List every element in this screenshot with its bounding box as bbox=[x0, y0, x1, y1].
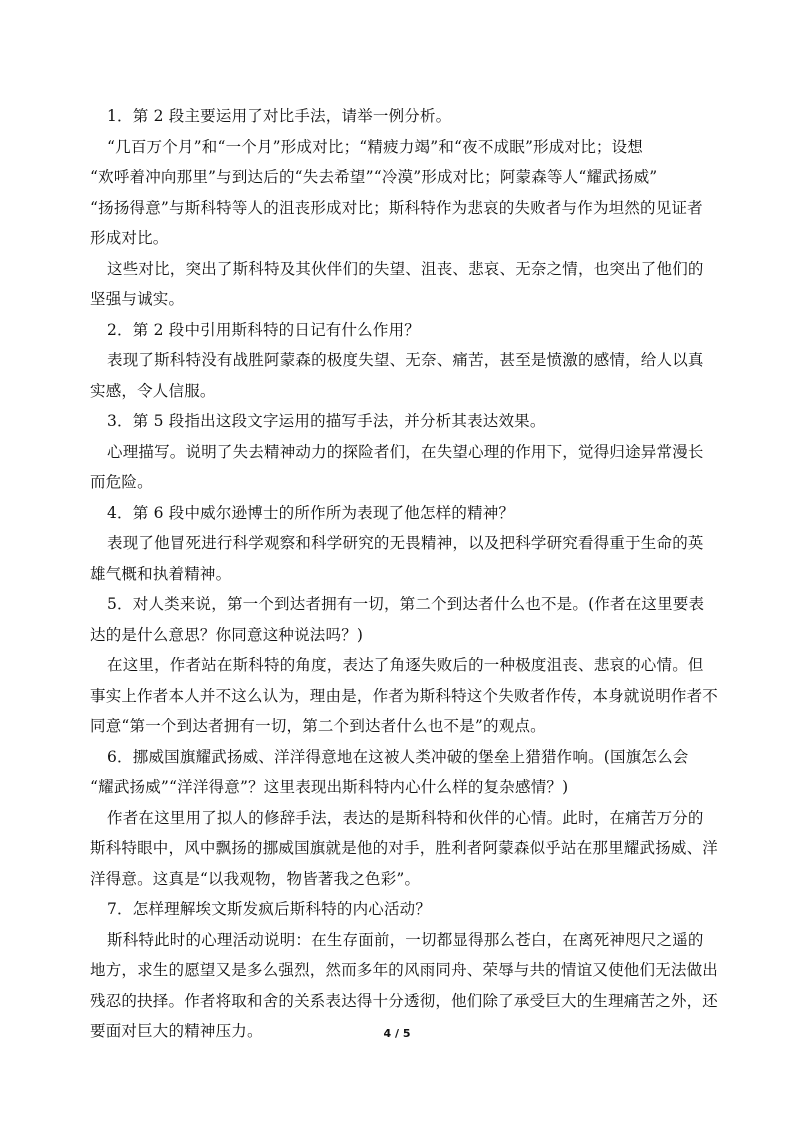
answer-3-line: 心理描写。说明了失去精神动力的探险者们，在失望心理的作用下，觉得归途异常漫长 bbox=[107, 442, 704, 461]
question-6: “耀武扬威”“洋洋得意”？这里表现出斯科特内心什么样的复杂感情？) bbox=[90, 778, 569, 796]
answer-7-line: 地方，求生的愿望又是多么强烈，然而多年的风雨同舟、荣辱与共的情谊又使他们无法做出 bbox=[90, 961, 719, 979]
answer-5-line: 事实上作者本人并不这么认为，理由是，作者为斯科特这个失败者作传，本身就说明作者不 bbox=[90, 686, 719, 705]
page-number: 4 / 5 bbox=[383, 1027, 411, 1040]
answer-6-line: 洋得意。这真是“以我观物，物皆著我之色彩”。 bbox=[90, 869, 421, 888]
question-7: 7．怎样理解埃文斯发疯后斯科特的内心活动？ bbox=[107, 900, 432, 918]
answer-1-line: “扬扬得意”与斯科特等人的沮丧形成对比；斯科特作为悲哀的失败者与作为坦然的见证者 bbox=[90, 198, 703, 217]
question-2: 2．第 2 段中引用斯科特的日记有什么作用？ bbox=[107, 320, 420, 339]
answer-5-line: 同意“第一个到达者拥有一切，第二个到达者什么也不是”的观点。 bbox=[90, 717, 546, 735]
answer-4-line: 雄气概和执着精神。 bbox=[90, 564, 232, 583]
answer-7-line: 斯科特此时的心理活动说明：在生存面前，一切都显得那么苍白，在离死神咫尺之遥的 bbox=[107, 930, 704, 949]
question-4: 4．第 6 段中威尔逊博士的所作所为表现了他怎样的精神？ bbox=[107, 503, 515, 522]
question-1: 1．第 2 段主要运用了对比手法，请举一例分析。 bbox=[107, 107, 452, 125]
question-3: 3．第 5 段指出这段文字运用的描写手法，并分析其表达效果。 bbox=[107, 412, 546, 430]
answer-7-line: 残忍的抉择。作者将取和舍的关系表达得十分透彻，他们除了承受巨大的生理痛苦之外，还 bbox=[90, 991, 719, 1010]
answer-1-line: 这些对比，突出了斯科特及其伙伴们的失望、沮丧、悲哀、无奈之情，也突出了他们的 bbox=[107, 259, 704, 278]
answer-1-line: “几百万个月”和“一个月”形成对比；“精疲力竭”和“夜不成眠”形成对比；设想 bbox=[107, 137, 643, 156]
question-5: 达的是什么意思？你同意这种说法吗？) bbox=[90, 625, 364, 644]
answer-6-line: 作者在这里用了拟人的修辞手法，表达的是斯科特和伙伴的心情。此时，在痛苦万分的 bbox=[107, 808, 704, 827]
question-6: 6．挪威国旗耀武扬威、洋洋得意地在这被人类冲破的堡垒上猎猎作响。(国旗怎么会 bbox=[107, 747, 689, 766]
answer-1-line: “欢呼着冲向那里”与到达后的“失去希望”“冷漠”形成对比；阿蒙森等人“耀武扬威” bbox=[90, 168, 658, 186]
answer-2-line: 实感，令人信服。 bbox=[90, 381, 216, 400]
answer-3-line: 而危险。 bbox=[90, 473, 153, 491]
answer-1-line: 形成对比。 bbox=[90, 229, 169, 247]
question-5: 5．对人类来说，第一个到达者拥有一切，第二个到达者什么也不是。(作者在这里要表 bbox=[107, 595, 705, 613]
answer-5-line: 在这里，作者站在斯科特的角度，表达了角逐失败后的一种极度沮丧、悲哀的心情。但 bbox=[107, 656, 704, 674]
answer-6-line: 斯科特眼中，风中飘扬的挪威国旗就是他的对手，胜利者阿蒙森似乎站在那里耀武扬威、洋 bbox=[90, 839, 719, 857]
answer-4-line: 表现了他冒死进行科学观察和科学研究的无畏精神，以及把科学研究看得重于生命的英 bbox=[107, 534, 704, 552]
answer-7-line: 要面对巨大的精神压力。 bbox=[90, 1022, 263, 1040]
answer-1-line: 坚强与诚实。 bbox=[90, 290, 185, 308]
document-body bbox=[90, 101, 719, 1047]
answer-2-line: 表现了斯科特没有战胜阿蒙森的极度失望、无奈、痛苦，甚至是愤激的感情，给人以真 bbox=[107, 351, 704, 369]
